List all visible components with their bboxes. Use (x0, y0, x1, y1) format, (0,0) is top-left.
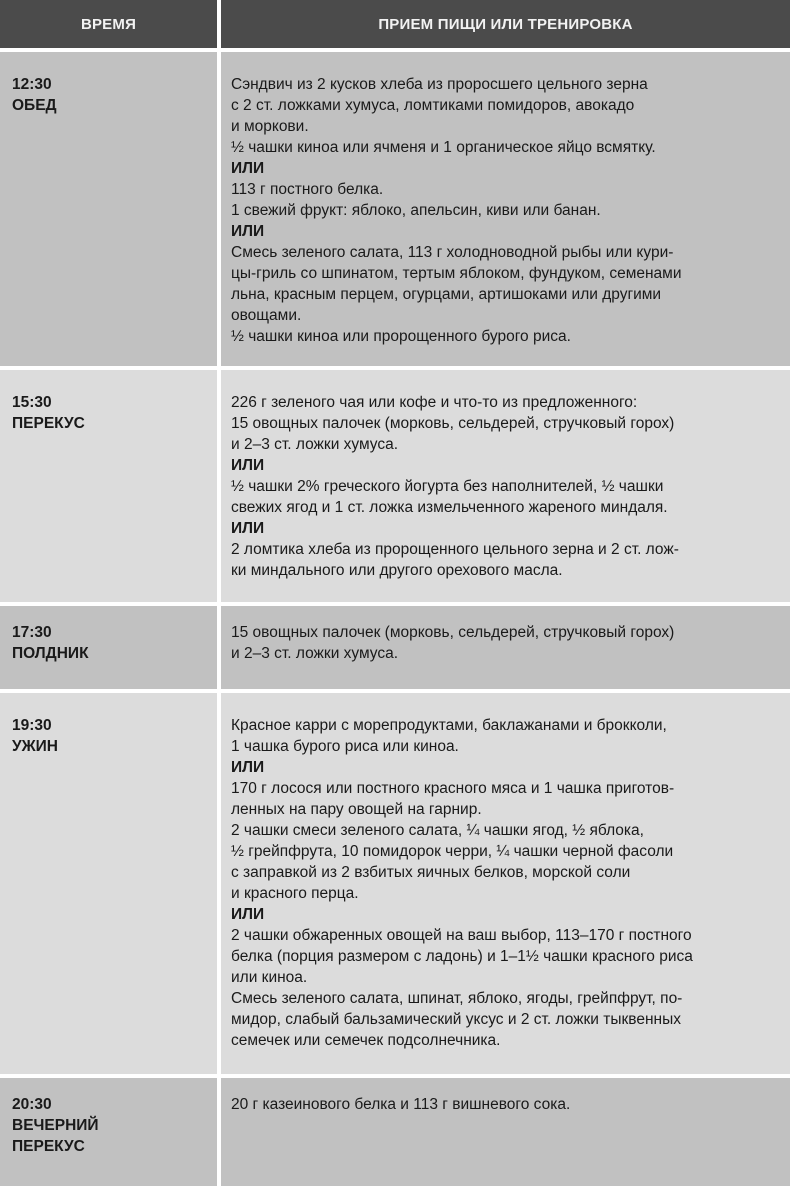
meal-line: Смесь зеленого салата, 113 г холодноводной рыбы или кури- (231, 244, 674, 261)
meal-line: овощами. (231, 307, 302, 324)
meal-line: и 2–3 ст. ложки хумуса. (231, 436, 399, 453)
meal-line: Красное карри с морепродуктами, баклажанами и брокколи, (231, 717, 667, 734)
meal-line: ½ грейпфрута, 10 помидорок черри, ¼ чашки черной фасоли (231, 843, 674, 860)
table-row-lunch (0, 52, 790, 366)
meal-cell (221, 370, 790, 602)
meal-label: ПОЛДНИК (12, 645, 89, 662)
meal-line: семечек или семечек подсолнечника. (231, 1032, 501, 1049)
meal-line: 15 овощных палочек (морковь, сельдерей, стручковый горох) (231, 624, 675, 641)
meal-line: 15 овощных палочек (морковь, сельдерей, стручковый горох) (231, 415, 675, 432)
meal-label: ПЕРЕКУС (12, 415, 85, 432)
meal-line: с 2 ст. ложками хумуса, ломтиками помидоров, авокадо (231, 97, 635, 114)
time-value: 15:30 (12, 394, 52, 411)
meal-line: ки миндального или другого орехового масла. (231, 562, 563, 579)
meal-line: цы-гриль со шпинатом, тертым яблоком, фундуком, семенами (231, 265, 682, 282)
time-cell (0, 1078, 217, 1186)
meal-line: или киноа. (231, 969, 308, 986)
meal-line: и моркови. (231, 118, 309, 135)
or-separator: ИЛИ (231, 160, 265, 177)
time-cell (0, 606, 217, 689)
time-cell (0, 693, 217, 1074)
meal-line: 2 ломтика хлеба из пророщенного цельного зерна и 2 ст. лож- (231, 541, 679, 558)
meal-line: мидор, слабый бальзамический уксус и 2 ст. ложки тыквенных (231, 1011, 681, 1028)
meal-label: ВЕЧЕРНИЙ (12, 1117, 99, 1134)
header-meal-or-workout: ПРИЕМ ПИЩИ ИЛИ ТРЕНИРОВКА (221, 0, 790, 48)
meal-cell (221, 693, 790, 1074)
meal-line: Сэндвич из 2 кусков хлеба из проросшего цельного зерна (231, 76, 648, 93)
or-separator: ИЛИ (231, 906, 265, 923)
meal-line: 226 г зеленого чая или кофе и что-то из предложенного: (231, 394, 638, 411)
or-separator: ИЛИ (231, 223, 265, 240)
meal-line: 1 чашка бурого риса или киноа. (231, 738, 459, 755)
table-row-dinner (0, 693, 790, 1074)
time-value: 19:30 (12, 717, 52, 734)
or-separator: ИЛИ (231, 759, 265, 776)
or-separator: ИЛИ (231, 457, 265, 474)
meal-line: 1 свежий фрукт: яблоко, апельсин, киви или банан. (231, 202, 601, 219)
meal-line: ½ чашки киноа или ячменя и 1 органическое яйцо всмятку. (231, 139, 656, 156)
meal-label: ПЕРЕКУС (12, 1138, 85, 1155)
table-row-snack (0, 370, 790, 602)
meal-line: и красного перца. (231, 885, 359, 902)
meal-line: льна, красным перцем, огурцами, артишоками или другими (231, 286, 662, 303)
meal-line: ½ чашки 2% греческого йогурта без наполнителей, ½ чашки (231, 478, 664, 495)
meal-label: УЖИН (12, 738, 58, 755)
meal-line: свежих ягод и 1 ст. ложка измельченного жареного миндаля. (231, 499, 668, 516)
meal-line: 2 чашки обжаренных овощей на ваш выбор, 113–170 г постного (231, 927, 692, 944)
meal-line: Смесь зеленого салата, шпинат, яблоко, ягоды, грейпфрут, по- (231, 990, 683, 1007)
time-value: 20:30 (12, 1096, 52, 1113)
time-cell (0, 370, 217, 602)
table-header (0, 0, 790, 48)
meal-line: 170 г лосося или постного красного мяса и 1 чашка приготов- (231, 780, 675, 797)
or-separator: ИЛИ (231, 520, 265, 537)
table-row-evening-snack (0, 1078, 790, 1186)
table-row-afternoon-snack (0, 606, 790, 689)
meal-line: ленных на пару овощей на гарнир. (231, 801, 482, 818)
header-time: ВРЕМЯ (0, 0, 217, 48)
meal-label: ОБЕД (12, 97, 57, 114)
time-value: 12:30 (12, 76, 52, 93)
meal-line: 20 г казеинового белка и 113 г вишневого сока. (231, 1096, 571, 1113)
meal-line: белка (порция размером с ладонь) и 1–1½ чашки красного риса (231, 948, 693, 965)
time-value: 17:30 (12, 624, 52, 641)
meal-line: и 2–3 ст. ложки хумуса. (231, 645, 399, 662)
meal-line: с заправкой из 2 взбитых яичных белков, морской соли (231, 864, 631, 881)
meal-line: 113 г постного белка. (231, 181, 384, 198)
meal-cell (221, 1078, 790, 1186)
time-cell (0, 52, 217, 366)
meal-cell (221, 52, 790, 366)
meal-line: 2 чашки смеси зеленого салата, ¼ чашки ягод, ½ яблока, (231, 822, 644, 839)
meal-line: ½ чашки киноа или пророщенного бурого риса. (231, 328, 571, 345)
meal-cell (221, 606, 790, 689)
